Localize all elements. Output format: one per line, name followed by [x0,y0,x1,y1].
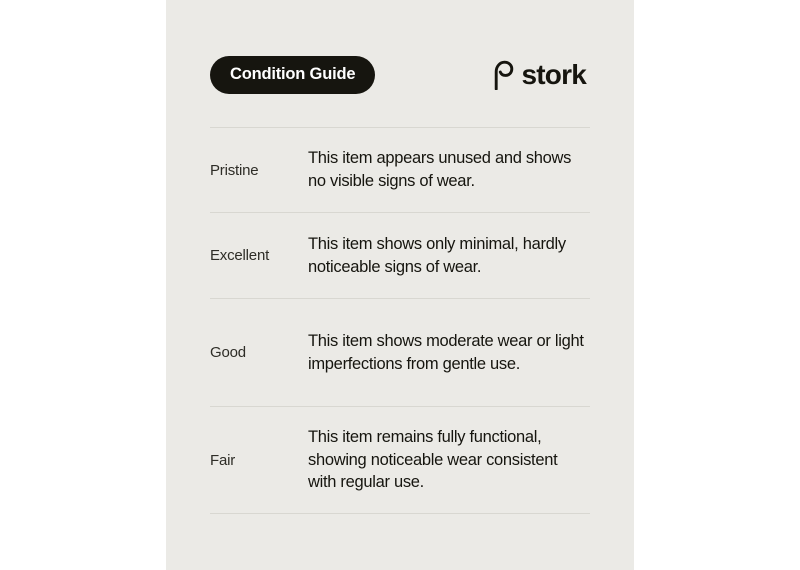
condition-description: This item shows moderate wear or light imperfections from gentle use. [308,331,584,373]
condition-description: This item appears unused and shows no visible signs of wear. [308,149,572,190]
condition-description: This item remains fully functional, showing noticeable wear consistent with regular use. [308,427,558,492]
condition-term: Excellent [210,247,270,264]
card-header [210,54,590,96]
brand-lockup [493,60,586,90]
condition-table [210,127,590,514]
stork-logo-icon [493,60,515,90]
condition-term: Pristine [210,161,259,179]
condition-guide-badge: Condition Guide [210,56,375,94]
brand-name: stork [521,59,586,90]
condition-guide-card [166,0,634,570]
table-row [210,406,590,514]
condition-description: This item shows only minimal, hardly noticeable signs of wear. [308,234,566,276]
condition-term: Good [210,344,246,361]
condition-term: Fair [210,451,236,469]
table-row [210,212,590,298]
table-row [210,298,590,406]
card-content [210,0,590,570]
table-row [210,127,590,212]
